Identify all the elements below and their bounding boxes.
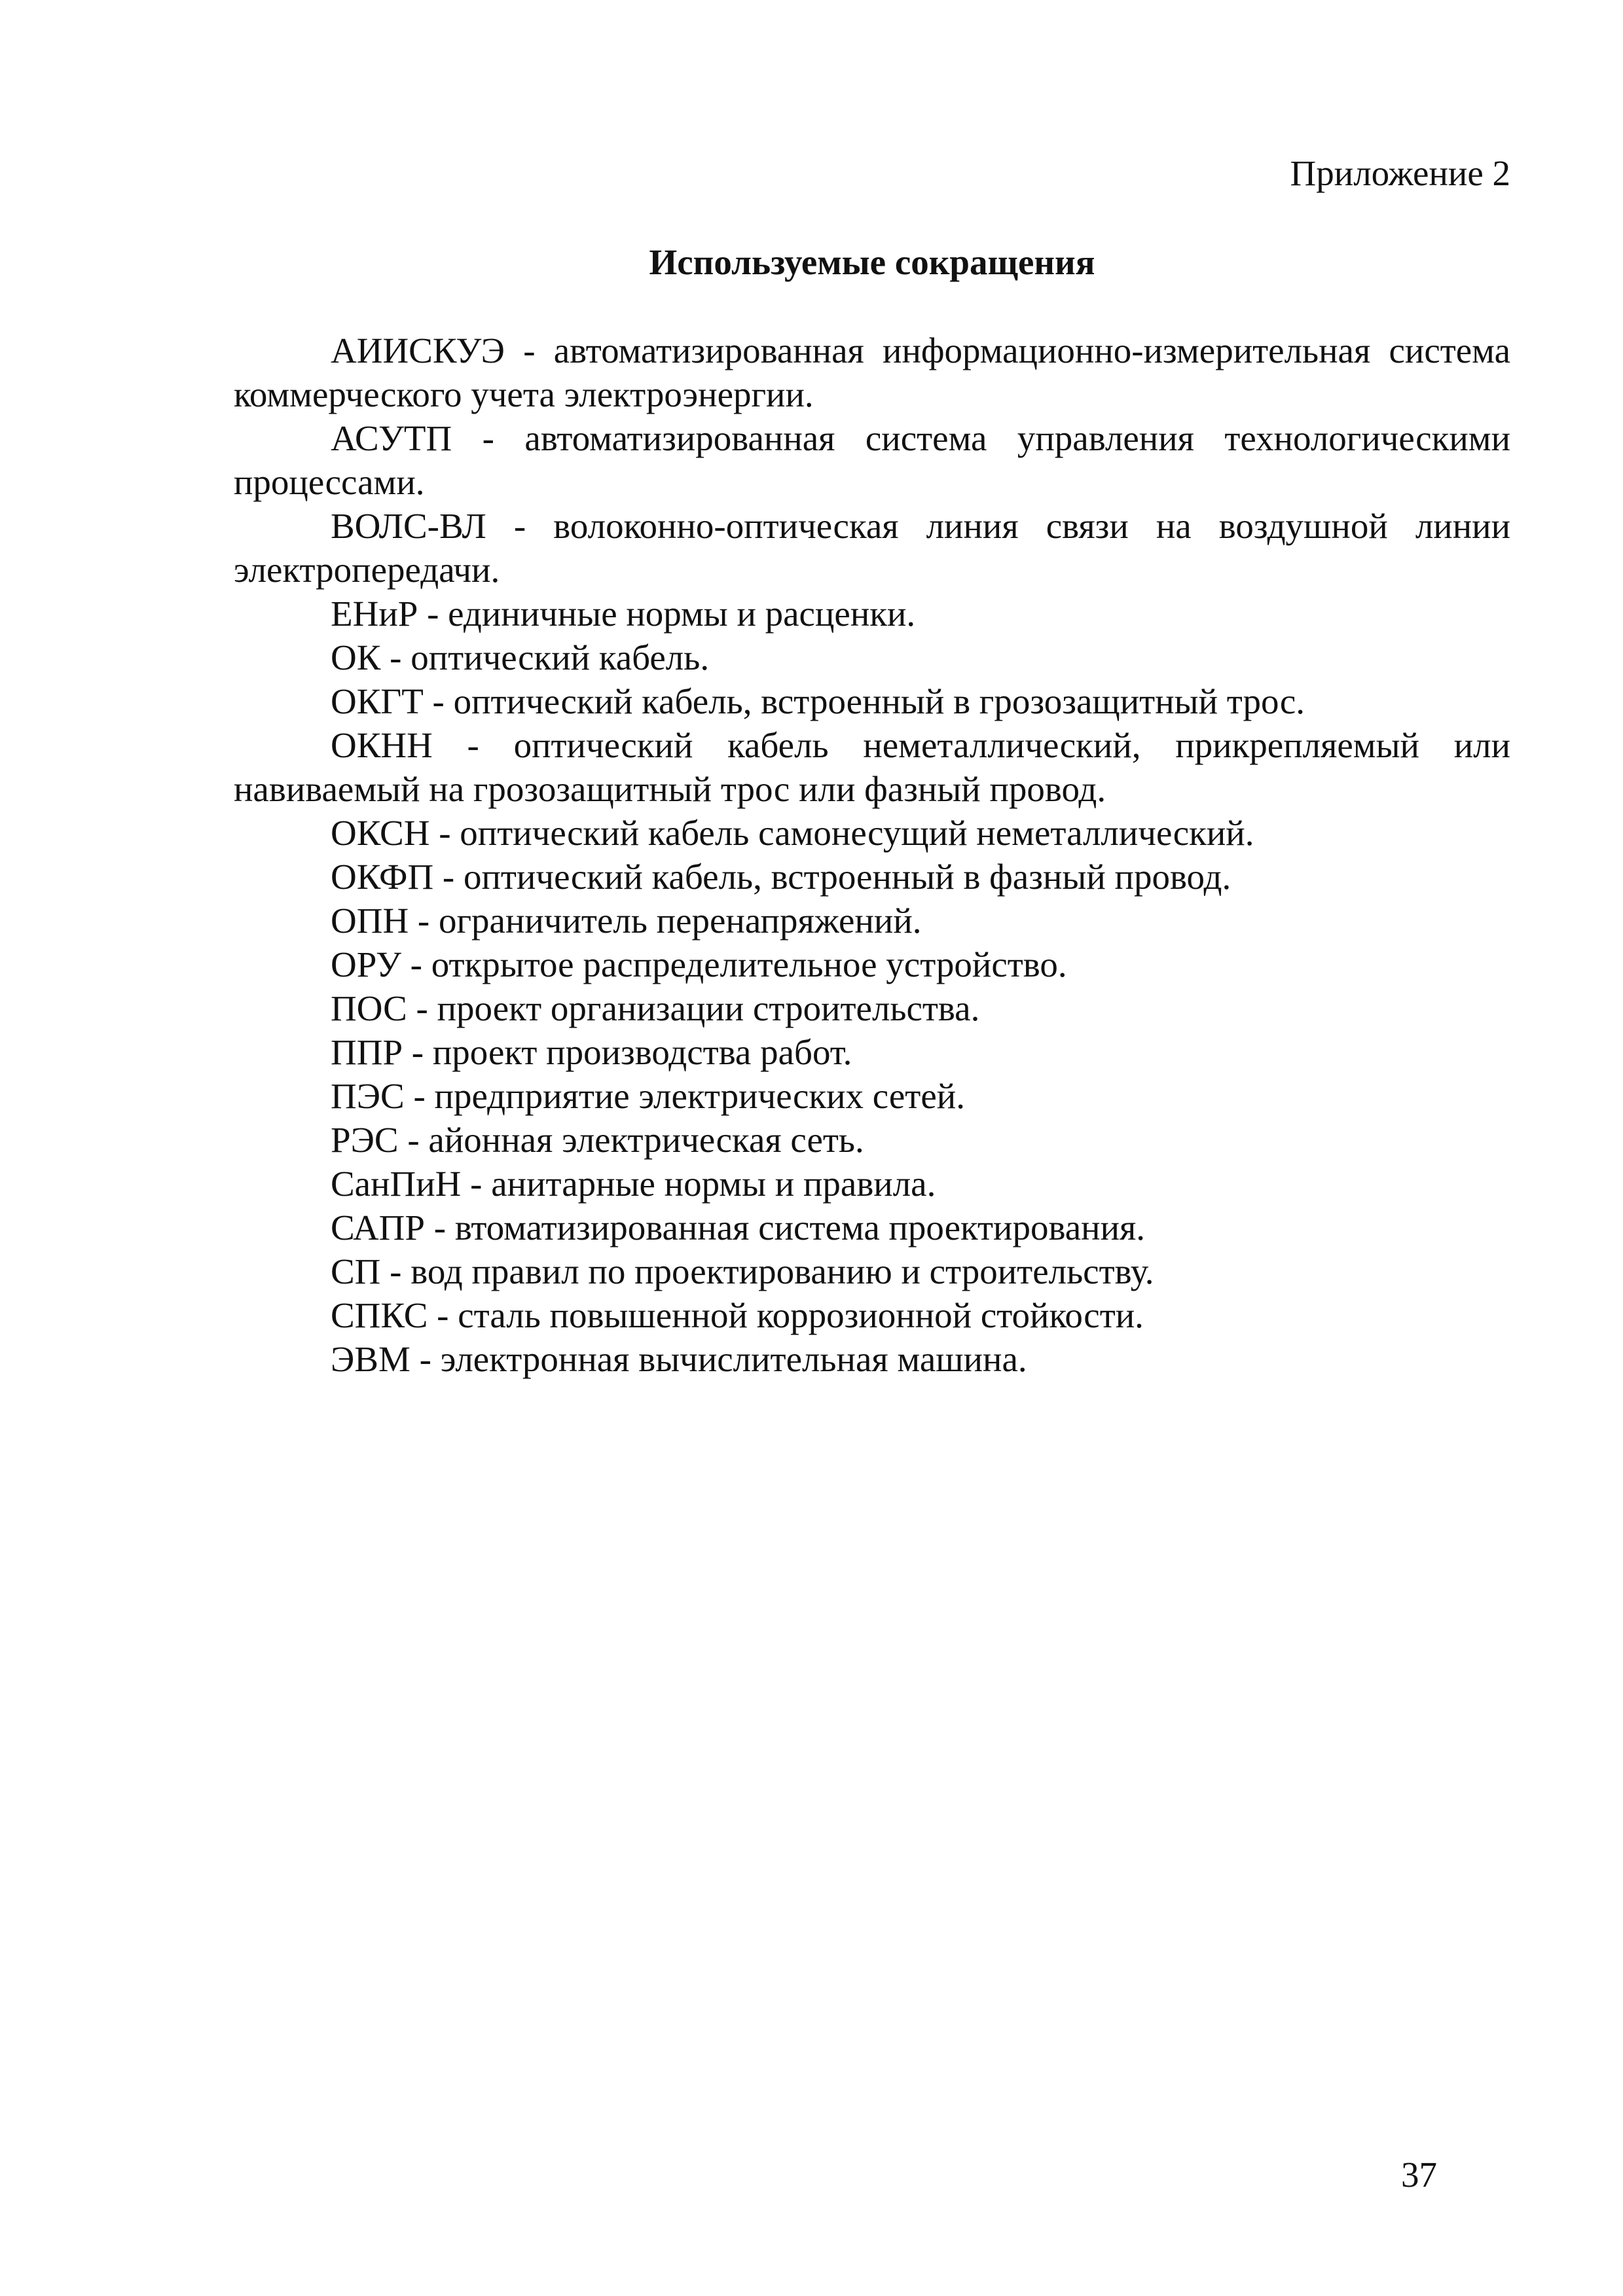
abbreviation-definition: сталь повышенной коррозионной стойкости.: [458, 1295, 1144, 1335]
abbreviation-definition: автоматизированная информационно-измерительная система коммерческого учета электроэнергии.: [234, 331, 1511, 414]
abbreviation-term: ЕНиР: [331, 594, 418, 634]
abbreviation-separator: -: [513, 506, 526, 546]
abbreviation-item: [234, 1074, 1510, 1118]
abbreviation-separator: -: [427, 594, 439, 634]
abbreviation-item: [234, 1249, 1510, 1293]
abbreviation-separator: -: [411, 1032, 424, 1072]
abbreviation-separator: -: [467, 725, 479, 765]
abbreviation-separator: -: [470, 1164, 483, 1204]
abbreviation-term: АСУТП: [331, 418, 452, 458]
abbreviation-separator: -: [482, 418, 494, 458]
abbreviation-term: САПР: [331, 1208, 425, 1247]
abbreviation-term: ПЭС: [331, 1076, 405, 1116]
abbreviation-item: [234, 1337, 1510, 1381]
abbreviation-term: ПОС: [331, 988, 407, 1028]
abbreviation-item: [234, 416, 1510, 504]
page-number: 37: [1401, 2155, 1437, 2195]
abbreviation-separator: -: [390, 1251, 402, 1291]
abbreviation-separator: -: [410, 944, 422, 984]
abbreviation-item: [234, 679, 1510, 723]
abbreviation-term: ВОЛС-ВЛ: [331, 506, 486, 546]
page-title: Используемые сокращения: [649, 242, 1095, 282]
abbreviation-term: ОКНН: [331, 725, 433, 765]
abbreviation-item: [234, 1030, 1510, 1074]
abbreviation-definition: оптический кабель, встроенный в грозозащитный трос.: [453, 681, 1305, 721]
abbreviation-term: ОРУ: [331, 944, 401, 984]
abbreviation-definition: электронная вычислительная машина.: [440, 1339, 1027, 1379]
abbreviation-separator: -: [437, 1295, 449, 1335]
abbreviation-item: [234, 1206, 1510, 1249]
appendix-label: Приложение 2: [1290, 153, 1510, 193]
abbreviation-separator: -: [416, 988, 428, 1028]
abbreviation-separator: -: [433, 1208, 447, 1247]
abbreviation-term: ОПН: [331, 901, 409, 941]
abbreviation-term: ОКФП: [331, 857, 434, 897]
abbreviation-definition: автоматизированная система управления технологическими процессами.: [234, 418, 1511, 502]
abbreviation-item: [234, 986, 1510, 1030]
abbreviation-definition: анитарные нормы и правила.: [491, 1164, 936, 1204]
abbreviation-term: СПКС: [331, 1295, 428, 1335]
abbreviation-definition: открытое распределительное устройство.: [431, 944, 1067, 984]
abbreviation-separator: -: [439, 813, 451, 853]
abbreviation-definition: вод правил по проектированию и строительству.: [410, 1251, 1154, 1291]
abbreviation-definition: оптический кабель неметаллический, прикрепляемый или навиваемый на грозозащитный трос или фазный провод.: [234, 725, 1511, 809]
abbreviation-list: [234, 329, 1510, 1381]
abbreviation-definition: волоконно-оптическая линия связи на воздушной линии электропередачи.: [234, 506, 1510, 590]
abbreviation-separator: -: [523, 331, 536, 370]
abbreviation-separator: -: [432, 681, 445, 721]
abbreviation-term: ОК: [331, 637, 381, 677]
abbreviation-item: [234, 855, 1510, 899]
abbreviation-term: РЭС: [331, 1120, 399, 1160]
abbreviation-item: [234, 899, 1510, 942]
abbreviation-term: ЭВМ: [331, 1339, 410, 1379]
abbreviation-separator: -: [390, 637, 402, 677]
abbreviation-separator: -: [442, 857, 455, 897]
abbreviation-term: ОКСН: [331, 813, 430, 853]
abbreviation-definition: проект организации строительства.: [437, 988, 980, 1028]
abbreviation-term: АИИСКУЭ: [331, 331, 505, 370]
abbreviation-definition: единичные нормы и расценки.: [448, 594, 916, 634]
abbreviation-term: ППР: [331, 1032, 403, 1072]
abbreviation-definition: оптический кабель.: [410, 637, 710, 677]
abbreviation-separator: -: [417, 901, 430, 941]
abbreviation-term: ОКГТ: [331, 681, 424, 721]
abbreviation-definition: оптический кабель самонесущий неметаллический.: [460, 813, 1254, 853]
abbreviation-definition: ограничитель перенапряжений.: [439, 901, 922, 941]
abbreviation-item: [234, 942, 1510, 986]
abbreviation-term: СанПиН: [331, 1164, 462, 1204]
abbreviation-item: [234, 1293, 1510, 1337]
abbreviation-definition: предприятие электрических сетей.: [434, 1076, 965, 1116]
abbreviation-definition: оптический кабель, встроенный в фазный провод.: [464, 857, 1231, 897]
abbreviation-item: [234, 723, 1510, 811]
abbreviation-term: СП: [331, 1251, 381, 1291]
abbreviation-separator: -: [407, 1120, 420, 1160]
abbreviation-definition: айонная электрическая сеть.: [428, 1120, 864, 1160]
abbreviation-item: [234, 504, 1510, 592]
abbreviation-item: [234, 811, 1510, 855]
abbreviation-separator: -: [413, 1076, 426, 1116]
abbreviation-definition: проект производства работ.: [432, 1032, 852, 1072]
abbreviation-separator: -: [419, 1339, 431, 1379]
abbreviation-item: [234, 592, 1510, 636]
abbreviation-item: [234, 329, 1510, 416]
abbreviation-item: [234, 636, 1510, 679]
abbreviation-definition: втоматизированная система проектирования.: [454, 1208, 1146, 1247]
abbreviation-item: [234, 1162, 1510, 1206]
abbreviation-item: [234, 1118, 1510, 1162]
